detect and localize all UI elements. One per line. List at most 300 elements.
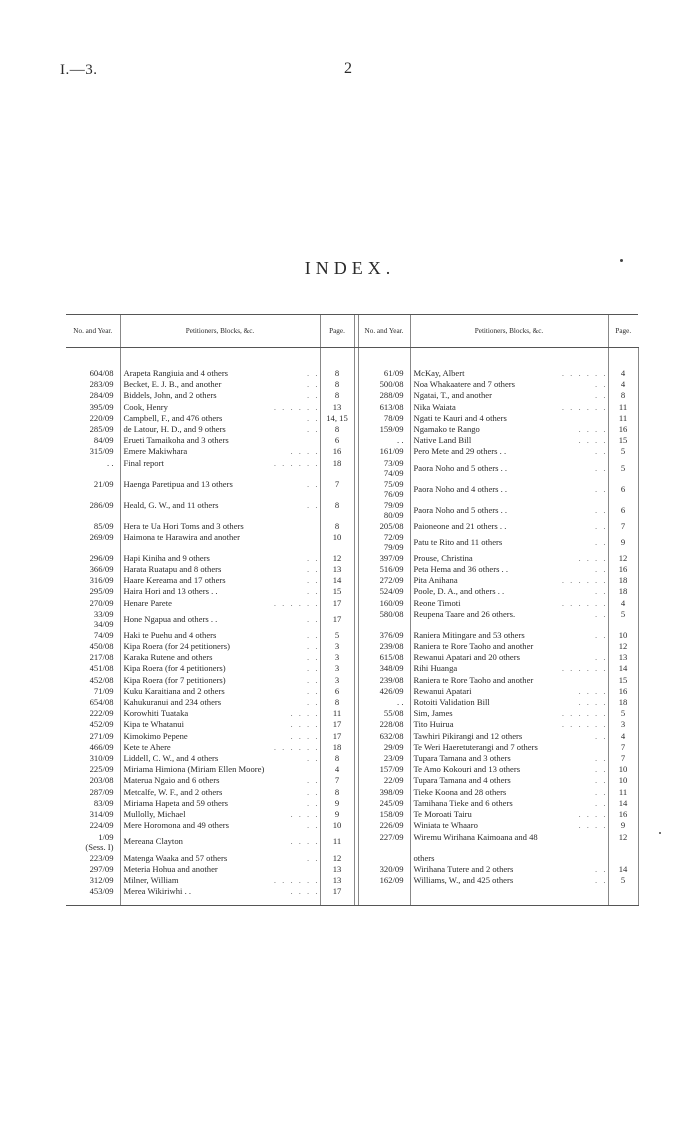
entry-page: 8 [320,697,354,708]
entry-number: 286/09 [89,499,114,510]
entry-petitioner-text: Becket, E. J. B., and another [123,379,222,390]
entry-number: 604/08 [89,368,114,378]
entry-petitioner-text: Erueti Tamaikoha and 3 others [123,435,229,446]
entry-petitioners [120,598,320,609]
entry-petitioners [120,719,320,730]
entry-petitioners [410,575,608,586]
entry-number: 159/09 [358,424,410,435]
index-row [66,424,638,435]
entry-page: 6 [608,500,638,521]
entry-number: 271/09 [89,730,114,741]
entry-petitioners [410,787,608,798]
entry-petitioners [120,575,320,586]
entry-petitioner-text: Tupara Tamana and 3 others [413,753,511,764]
entry-petitioner-text: Te Weri Haeretuterangi and 7 others [413,741,538,752]
entry-petitioners [410,586,608,597]
entry-page: 4 [608,368,638,379]
entry-page: 14 [608,798,638,809]
leader-dots: . . . . [290,708,320,719]
leader-dots: . . [307,852,320,863]
entry-page: 10 [608,764,638,775]
entry-number: 29/09 [358,742,410,753]
entry-number: 71/09 [93,685,114,696]
entry-petitioners [120,402,320,413]
entry-number: 85/09 [93,520,114,531]
entry-number: 397/09 [358,553,410,564]
entry-page: 17 [320,598,354,609]
entry-number: 33/09 34/09 [93,608,114,629]
entry-petitioners [410,379,608,390]
leader-dots: . . [307,564,320,575]
entry-number: 310/09 [89,753,114,764]
entry-page: 13 [320,564,354,575]
document-reference: I.—3. [60,62,98,78]
index-row [66,479,638,500]
entry-number: 239/08 [358,675,410,686]
entry-number: 451/08 [89,663,114,674]
entry-petitioners [120,675,320,686]
index-spacer-cell [410,348,608,369]
entry-page: 15 [608,675,638,686]
entry-page: 9 [320,809,354,820]
entry-petitioners [120,686,320,697]
entry-page: 8 [320,368,354,379]
entry-page: 4 [320,764,354,775]
entry-number: 83/09 [93,797,114,808]
leader-dots: . . [307,379,320,390]
entry-petitioner-text: Native Land Bill [413,435,472,446]
index-row [66,742,638,753]
entry-page: 8 [320,500,354,521]
entry-number: 426/09 [358,686,410,697]
entry-petitioners [410,458,608,479]
entry-number: 55/08 [358,708,410,719]
index-row [66,532,638,553]
entry-petitioners [120,521,320,532]
index-header-row [66,315,638,348]
entry-page: 18 [320,458,354,479]
leader-dots: . . [307,674,320,685]
entry-petitioners [410,402,608,413]
entry-petitioner-text: Wiremu Wirihana Kaimoana and 48 [413,831,538,842]
leader-dots: . . [595,874,608,885]
entry-number: 316/09 [89,575,114,586]
leader-dots: . . [595,390,608,401]
index-row [66,708,638,719]
entry-number: 524/09 [358,586,410,597]
leader-dots: . . . . [290,730,320,741]
entry-petitioner-text: Mullolly, Michael [123,809,186,820]
entry-number: 225/09 [89,764,114,775]
entry-number: 224/09 [89,820,114,831]
entry-page: 15 [320,586,354,597]
entry-number: 203/08 [89,775,114,786]
leader-dots: . . [595,730,608,741]
index-row [66,575,638,586]
entry-petitioners [410,832,608,853]
leader-dots: . . [307,697,320,708]
entry-petitioners [120,787,320,798]
index-row [66,697,638,708]
entry-number: 75/09 76/09 [358,479,410,500]
entry-petitioner-text: Te Moroati Tairu [413,809,472,820]
entry-petitioners [120,663,320,674]
index-spacer-cell [66,348,120,369]
entry-petitioners [120,379,320,390]
entry-petitioners [410,742,608,753]
index-title: INDEX. [304,258,396,278]
entry-number: 61/09 [358,368,410,379]
index-row [66,809,638,820]
entry-petitioner-text: Paioneone and 21 others . . [413,520,507,531]
entry-petitioners [120,609,320,630]
leader-dots: . . [595,483,608,494]
entry-page: 9 [320,798,354,809]
entry-petitioner-text: Tieke Koona and 28 others [413,786,507,797]
index-spacer-cell [358,348,410,369]
entry-petitioner-text: Miriama Hapeta and 59 others [123,797,229,808]
page-number: 2 [344,60,352,77]
leader-dots: . . [595,536,608,547]
entry-petitioners [410,609,608,630]
entry-petitioner-text: Prouse, Christina [413,552,473,563]
entry-petitioners [120,853,320,864]
leader-dots: . . [595,446,608,457]
index-row [66,820,638,831]
entry-petitioners [410,708,608,719]
entry-page: 4 [608,379,638,390]
leader-dots: . . . . [290,446,320,457]
leader-dots: . . . . [290,886,320,897]
entry-petitioners [410,675,608,686]
entry-petitioners [410,368,608,379]
entry-page: 8 [608,390,638,401]
entry-petitioner-text: Paora Noho and 5 others . . [413,462,508,473]
entry-number: 162/09 [358,875,410,886]
entry-page: 11 [320,832,354,853]
leader-dots: . . . . . . [273,874,320,885]
entry-page [608,853,638,864]
entry-petitioner-text: Poole, D. A., and others . . [413,586,505,597]
entry-petitioner-text: Kipa te Whatanui [123,719,184,730]
entry-page: 12 [608,641,638,652]
entry-page: 10 [320,532,354,553]
entry-petitioner-text: Hone Ngapua and others . . [123,613,218,624]
entry-petitioner-text: McKay, Albert [413,368,465,378]
leader-dots: . . [307,820,320,831]
entry-page: 18 [320,742,354,753]
entry-petitioners [410,390,608,401]
leader-dots: . . [595,786,608,797]
entry-petitioner-text: Meteria Hohua and another [123,863,218,874]
entry-number: 395/09 [89,401,114,412]
leader-dots: . . [307,586,320,597]
index-row [66,390,638,401]
entry-petitioners [120,697,320,708]
entry-petitioner-text: Campbell, F., and 476 others [123,412,223,423]
entry-number: 466/09 [89,741,114,752]
entry-page: 8 [320,379,354,390]
entry-petitioners [120,435,320,446]
index-row [66,731,638,742]
entry-number: 217/08 [89,652,114,663]
entry-petitioners [120,820,320,831]
entry-page: 12 [320,853,354,864]
entry-number: 654/08 [89,697,114,708]
leader-dots: . . [595,753,608,764]
entry-page: 7 [608,521,638,532]
entry-petitioner-text: Williams, W., and 425 others [413,874,514,885]
entry-petitioners [410,798,608,809]
entry-petitioners [410,663,608,674]
entry-page: 12 [608,553,638,564]
leader-dots: . . [307,753,320,764]
entry-page: 5 [608,875,638,886]
leader-dots: . . . . . . [273,457,320,468]
entry-petitioner-text: Hera te Ua Hori Toms and 3 others [123,520,244,531]
index-row [66,368,638,379]
entry-petitioners [120,742,320,753]
leader-dots: . . [595,863,608,874]
index-spacer-cell [320,348,354,369]
leader-dots: . . . . [578,435,608,446]
entry-petitioners [410,479,608,500]
entry-petitioner-text: Tito Huirua [413,719,454,730]
entry-page: 8 [320,753,354,764]
entry-petitioner-text: Mere Horomona and 49 others [123,820,229,831]
index-row [66,864,638,875]
entry-petitioner-text: Haenga Paretipua and 13 others [123,478,233,489]
entry-page: 10 [608,630,638,641]
entry-petitioner-text: Kahukuranui and 234 others [123,697,222,708]
entry-number [358,886,410,897]
entry-number: 84/09 [93,435,114,446]
entry-page: 3 [320,675,354,686]
entry-petitioner-text: Patu te Rito and 11 others [413,536,503,547]
column-header-petitioners: Petitioners, Blocks, &c. [120,315,320,348]
entry-number: 226/09 [358,820,410,831]
entry-petitioners [120,652,320,663]
entry-number: 161/09 [358,446,410,457]
entry-number: 222/09 [89,708,114,719]
entry-number: 284/09 [89,390,114,401]
entry-number: 615/08 [358,652,410,663]
entry-page: 18 [608,586,638,597]
entry-petitioner-text: Kete te Ahere [123,741,171,752]
entry-page: 11 [608,787,638,798]
entry-petitioners [120,586,320,597]
leader-dots: . . [307,368,320,378]
entry-petitioner-text: Nika Waiata [413,401,456,412]
entry-page: 4 [608,731,638,742]
leader-dots: . . . . . . [273,401,320,412]
entry-petitioners [410,413,608,424]
entry-petitioner-text: Kipa Roera (for 24 petitioners) [123,641,230,652]
leader-dots: . . . . [578,809,608,820]
entry-number: 74/09 [93,629,114,640]
index-row [66,413,638,424]
entry-page: 5 [608,708,638,719]
entry-page: 14 [608,864,638,875]
leader-dots: . . . . . . [561,401,608,412]
entry-petitioners [410,598,608,609]
entry-petitioner-text: Rihi Huanga [413,663,458,674]
entry-page: 13 [320,875,354,886]
entry-page: 9 [608,532,638,553]
leader-dots: . . [307,552,320,563]
entry-number: 73/09 74/09 [358,458,410,479]
entry-petitioners [120,630,320,641]
entry-petitioner-text: Paora Noho and 4 others . . [413,483,508,494]
entry-petitioners [410,532,608,553]
index-row [66,764,638,775]
entry-petitioners [410,697,608,708]
entry-number: 348/09 [358,663,410,674]
leader-dots: . . . . . . [561,719,608,730]
index-table [66,314,639,906]
leader-dots: . . [307,499,320,510]
leader-dots: . . [307,390,320,401]
entry-page: 12 [608,832,638,853]
leader-dots: . . [307,663,320,674]
index-row [66,719,638,730]
entry-page: 10 [608,775,638,786]
entry-number: 158/09 [358,809,410,820]
entry-page: 6 [320,686,354,697]
entry-petitioners [410,864,608,875]
entry-petitioner-text: Noa Whakaatere and 7 others [413,379,515,390]
leader-dots: . . [595,775,608,786]
entry-petitioners [120,886,320,897]
index-row [66,775,638,786]
entry-petitioner-text: Arapeta Rangiuia and 4 others [123,368,229,378]
entry-petitioner-text: Liddell, C. W., and 4 others [123,753,219,764]
column-header-no-year: No. and Year. [358,315,410,348]
entry-petitioners [120,553,320,564]
leader-dots: . . [307,775,320,786]
entry-page: 11 [320,708,354,719]
leader-dots: . . . . . . [273,597,320,608]
entry-petitioner-text: Karaka Rutene and others [123,652,213,663]
entry-petitioners [120,641,320,652]
index-row [66,753,638,764]
entry-number: 297/09 [89,863,114,874]
entry-petitioner-text: Ngati te Kauri and 4 others [413,412,507,423]
entry-page: 13 [608,652,638,663]
index-row [66,446,638,457]
entry-petitioners [120,753,320,764]
entry-page: 13 [320,864,354,875]
entry-petitioner-text: Wirihana Tutere and 2 others [413,863,514,874]
entry-petitioners [120,479,320,500]
entry-petitioners [120,532,320,553]
column-header-petitioners: Petitioners, Blocks, &c. [410,315,608,348]
leader-dots: . . [595,629,608,640]
entry-petitioners [410,820,608,831]
entry-page: 17 [320,886,354,897]
leader-dots: . . [307,424,320,435]
index-row [66,675,638,686]
entry-number: 450/08 [89,641,114,652]
entry-number: 270/09 [89,597,114,608]
entry-petitioner-text: Kimokimo Pepene [123,730,188,741]
entry-number: 295/09 [89,586,114,597]
leader-dots: . . . . [578,424,608,435]
entry-petitioners [410,775,608,786]
entry-petitioner-text: Hapi Kiniha and 9 others [123,552,210,563]
entry-number: 376/09 [358,630,410,641]
entry-number: 239/08 [358,641,410,652]
leader-dots: . . [595,379,608,390]
entry-petitioners [120,775,320,786]
speck-mark [659,832,661,834]
entry-page: 5 [320,630,354,641]
entry-page: 6 [320,435,354,446]
entry-petitioner-text: Raniera Mitingare and 53 others [413,629,525,640]
entry-petitioner-text: Biddels, John, and 2 others [123,390,217,401]
entry-page: 16 [608,564,638,575]
entry-page: 3 [320,641,354,652]
entry-petitioners [120,413,320,424]
entry-petitioners [410,630,608,641]
entry-petitioner-text: Rewanui Apatari [413,685,472,696]
entry-number: 205/08 [358,521,410,532]
entry-page: 5 [608,458,638,479]
leader-dots: . . [595,520,608,531]
entry-page: 16 [608,686,638,697]
index-spacer-cell [608,348,638,369]
entry-number: 22/09 [358,775,410,786]
entry-petitioners [120,764,320,775]
index-end-cell [410,897,608,906]
entry-petitioner-text: Pita Anihana [413,575,458,586]
entry-page: 17 [320,731,354,742]
entry-petitioners [120,864,320,875]
entry-petitioner-text: Sim, James [413,708,453,719]
entry-number: 228/08 [358,719,410,730]
entry-petitioner-text: Ngatai, T., and another [413,390,492,401]
entry-petitioner-text: Haare Kereama and 17 others [123,575,226,586]
entry-petitioners [410,435,608,446]
entry-petitioners [120,564,320,575]
entry-petitioners [120,798,320,809]
entry-page: 14, 15 [320,413,354,424]
entry-petitioner-text: Tawhiri Pikirangi and 12 others [413,730,523,741]
entry-petitioner-text: Henare Parete [123,597,172,608]
leader-dots: . . [595,608,608,619]
index-spacer-cell [120,348,320,369]
index-row [66,564,638,575]
index-row [66,521,638,532]
entry-petitioner-text: Kipa Roera (for 4 petitioners) [123,663,226,674]
index-row [66,652,638,663]
entry-page: 16 [608,424,638,435]
entry-number: 320/09 [358,864,410,875]
entry-petitioners [410,424,608,435]
leader-dots: . . . . . . [561,597,608,608]
entry-petitioner-text: Peta Hema and 36 others . . [413,564,509,575]
entry-number: 500/08 [358,379,410,390]
entry-petitioner-text: Cook, Henry [123,401,168,412]
leader-dots: . . . . . . [273,741,320,752]
leader-dots: . . . . [290,719,320,730]
entry-number: 157/09 [358,764,410,775]
entry-petitioner-text: Ngamako te Rango [413,424,480,435]
entry-petitioners [120,390,320,401]
entry-petitioner-text: Pero Mete and 29 others . . [413,446,507,457]
entry-petitioner-text: Harata Ruatapu and 8 others [123,564,222,575]
entry-petitioner-text: Te Amo Kokouri and 13 others [413,764,521,775]
